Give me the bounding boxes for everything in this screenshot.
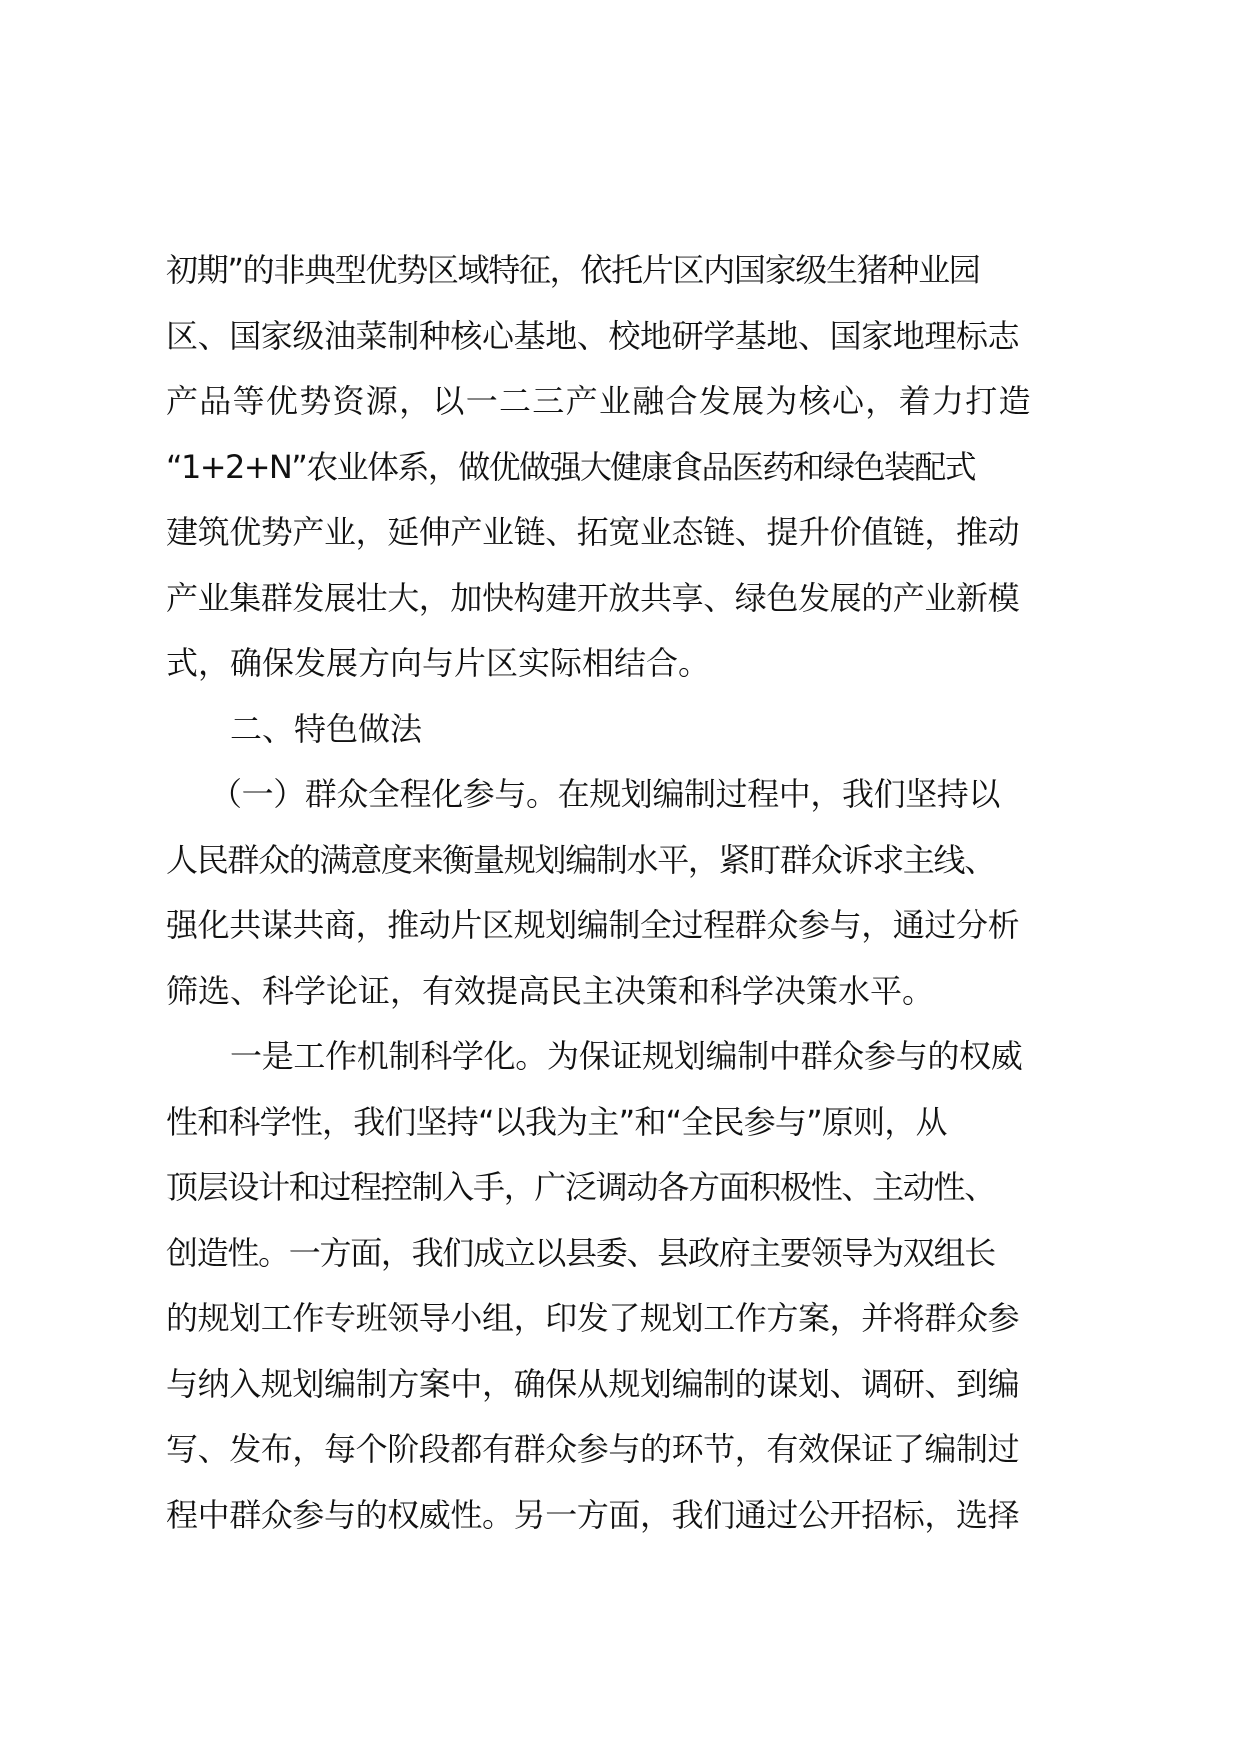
text-line: 区、国家级油菜制种核心基地、校地研学基地、国家地理标志 <box>166 316 1020 355</box>
subsection-heading: （一）群众全程化参与。在规划编制过程中，我们坚持以 <box>210 775 1001 813</box>
text-line: 的规划工作专班领导小组，印发了规划工作方案，并将群众参 <box>166 1299 1020 1337</box>
text-line: 建筑优势产业，延伸产业链、拓宽业态链、提升价值链，推动 <box>166 513 1020 551</box>
text-line: 与纳入规划编制方案中，确保从规划编制的谋划、调研、到编 <box>166 1364 1020 1403</box>
text-line: 初期”的非典型优势区域特征，依托片区内国家级生猪种业园 <box>166 251 980 289</box>
text-line: 强化共谋共商，推动片区规划编制全过程群众参与，通过分析 <box>166 906 1020 944</box>
body-text <box>166 238 1086 1548</box>
text-line: 性和科学性，我们坚持“以我为主”和“全民参与”原则，从 <box>166 1102 947 1141</box>
section-heading: 二、特色做法 <box>230 709 423 748</box>
text-line: 写、发布，每个阶段都有群众参与的环节，有效保证了编制过 <box>166 1430 1020 1468</box>
text-line: 人民群众的满意度来衡量规划编制水平，紧盯群众诉求主线、 <box>166 840 995 879</box>
text-line: 程中群众参与的权威性。另一方面，我们通过公开招标，选择 <box>166 1495 1020 1534</box>
text-line: 产业集群发展壮大，加快构建开放共享、绿色发展的产业新模 <box>166 578 1020 617</box>
text-line: 产品等优势资源，以一二三产业融合发展为核心，着力打造 <box>166 382 1032 420</box>
text-line: “1+2+N”农业体系，做优做强大健康食品医药和绿色装配式 <box>166 447 976 486</box>
text-line: 式，确保发展方向与片区实际相结合。 <box>166 644 711 682</box>
text-line: 顶层设计和过程控制入手，广泛调动各方面积极性、主动性、 <box>166 1168 995 1206</box>
text-line: 筛选、科学论证，有效提高民主决策和科学决策水平。 <box>166 971 935 1010</box>
paragraph-first-line: 一是工作机制科学化。为保证规划编制中群众参与的权威 <box>230 1037 1023 1075</box>
text-line: 创造性。一方面，我们成立以县委、县政府主要领导为双组长 <box>166 1233 995 1272</box>
